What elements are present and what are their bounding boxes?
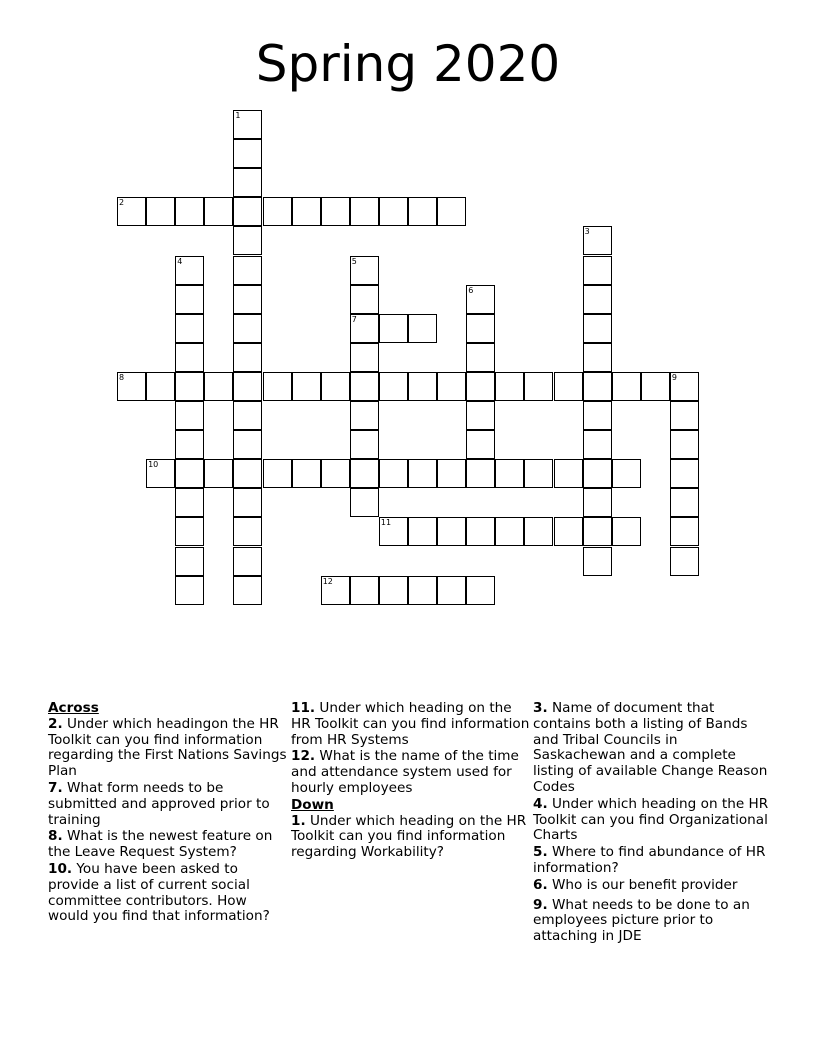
grid-cell[interactable] xyxy=(379,314,408,343)
grid-cell[interactable] xyxy=(466,372,495,401)
cell-number: 12 xyxy=(322,576,333,586)
grid-cell[interactable] xyxy=(612,459,641,488)
grid-cell[interactable] xyxy=(583,314,612,343)
cell-number: 10 xyxy=(148,460,159,470)
grid-cell[interactable] xyxy=(408,576,437,605)
cell-number: 1 xyxy=(235,111,241,120)
grid-cell[interactable] xyxy=(408,314,437,343)
grid-cell[interactable] xyxy=(670,459,699,488)
clue-down-4: 4. Under which heading on the HR Toolkit can you find Organizational Charts xyxy=(533,795,769,844)
grid-cell[interactable] xyxy=(583,547,612,576)
grid-cell[interactable] xyxy=(350,285,379,314)
grid-cell[interactable] xyxy=(554,372,583,401)
grid-cell[interactable] xyxy=(670,517,699,546)
grid-cell[interactable] xyxy=(437,197,466,226)
grid-cell[interactable] xyxy=(466,314,495,343)
grid-cell[interactable] xyxy=(233,314,262,343)
grid-cell[interactable] xyxy=(233,517,262,546)
grid-cell[interactable] xyxy=(146,372,175,401)
cell-number: 4 xyxy=(177,256,183,266)
grid-cell[interactable] xyxy=(350,372,379,401)
grid-cell[interactable] xyxy=(233,256,262,285)
down-heading: Down xyxy=(291,796,334,813)
clue-across-11: 11. Under which heading on the HR Toolkit can you find information from HR Systems xyxy=(291,700,530,748)
grid-cell[interactable] xyxy=(233,197,262,226)
grid-cell[interactable] xyxy=(292,197,321,226)
across-heading: Across xyxy=(48,700,99,716)
clue-across-7: 7. What form needs to be submitted and approved prior to training xyxy=(48,779,270,828)
grid-cell[interactable] xyxy=(175,343,204,372)
grid-cell[interactable] xyxy=(612,517,641,546)
grid-cell[interactable] xyxy=(583,285,612,314)
grid-cell[interactable] xyxy=(466,517,495,546)
page-title: Spring 2020 xyxy=(255,35,561,93)
grid-cell[interactable] xyxy=(670,547,699,576)
grid-cell[interactable] xyxy=(437,372,466,401)
grid-cell[interactable] xyxy=(524,517,553,546)
grid-cell[interactable] xyxy=(583,488,612,517)
grid-cell[interactable] xyxy=(437,517,466,546)
grid-cell[interactable] xyxy=(408,459,437,488)
grid-cell[interactable] xyxy=(583,401,612,430)
grid-cell[interactable] xyxy=(408,517,437,546)
grid-cell[interactable] xyxy=(437,459,466,488)
grid-cell[interactable] xyxy=(175,372,204,401)
clue-down-1: 1. Under which heading on the HR Toolkit can you find information regarding Workability? xyxy=(291,812,527,861)
cell-number: 7 xyxy=(351,314,357,324)
clue-down-9: 9. What needs to be done to an employees picture prior to attaching in JDE xyxy=(533,896,750,945)
grid-cell[interactable] xyxy=(175,576,204,605)
grid-cell[interactable] xyxy=(233,430,262,459)
clues-column-2 xyxy=(291,701,531,862)
grid-cell[interactable] xyxy=(233,139,262,168)
clue-down-3: 3. Name of document that contains both a listing of Bands and Tribal Councils in Saskachewan and a complete listing of available Change Reason Codes xyxy=(533,700,768,795)
grid-cell[interactable] xyxy=(233,459,262,488)
grid-cell[interactable] xyxy=(175,430,204,459)
grid-cell[interactable] xyxy=(408,197,437,226)
grid-cell[interactable] xyxy=(612,372,641,401)
grid-cell[interactable] xyxy=(263,459,292,488)
cell-number: 2 xyxy=(119,198,125,208)
grid-cell[interactable] xyxy=(321,459,350,488)
grid-cell[interactable] xyxy=(350,488,379,517)
grid-cell[interactable] xyxy=(670,401,699,430)
grid-cell[interactable] xyxy=(321,197,350,226)
grid-cell[interactable] xyxy=(583,459,612,488)
clue-across-12: 12. What is the name of the time and attendance system used for hourly employees xyxy=(291,748,519,796)
grid-cell[interactable] xyxy=(379,197,408,226)
grid-cell[interactable] xyxy=(175,401,204,430)
grid-cell[interactable] xyxy=(175,197,204,226)
grid-cell[interactable] xyxy=(233,285,262,314)
grid-cell[interactable] xyxy=(495,459,524,488)
grid-cell[interactable] xyxy=(466,430,495,459)
grid-cell[interactable] xyxy=(204,197,233,226)
cell-number: 6 xyxy=(468,285,474,295)
grid-cell[interactable] xyxy=(233,226,262,255)
grid-cell[interactable] xyxy=(204,459,233,488)
grid-cell[interactable] xyxy=(350,576,379,605)
cell-number: 8 xyxy=(119,372,125,382)
grid-cell[interactable] xyxy=(233,576,262,605)
grid-cell[interactable] xyxy=(583,256,612,285)
cell-number: 9 xyxy=(671,372,677,382)
clue-across-8: 8. What is the newest feature on the Leave Request System? xyxy=(48,828,273,861)
grid-cell[interactable] xyxy=(408,372,437,401)
grid-cell[interactable] xyxy=(379,459,408,488)
grid-cell[interactable] xyxy=(175,547,204,576)
grid-cell[interactable] xyxy=(379,576,408,605)
grid-cell[interactable] xyxy=(583,517,612,546)
clues-column-3 xyxy=(533,701,773,946)
grid-cell[interactable] xyxy=(350,197,379,226)
grid-cell[interactable] xyxy=(524,372,553,401)
grid-cell[interactable] xyxy=(524,459,553,488)
grid-cell[interactable] xyxy=(292,372,321,401)
grid-cell[interactable] xyxy=(670,430,699,459)
grid-cell[interactable] xyxy=(583,343,612,372)
grid-cell[interactable] xyxy=(495,517,524,546)
grid-cell[interactable] xyxy=(321,372,350,401)
grid-cell[interactable] xyxy=(670,488,699,517)
grid-cell[interactable] xyxy=(350,343,379,372)
grid-cell[interactable] xyxy=(175,517,204,546)
grid-cell[interactable] xyxy=(466,459,495,488)
grid-cell[interactable] xyxy=(554,459,583,488)
grid-cell[interactable] xyxy=(233,488,262,517)
grid-cell[interactable] xyxy=(350,430,379,459)
grid-cell[interactable] xyxy=(204,372,233,401)
grid-cell[interactable] xyxy=(466,401,495,430)
grid-cell[interactable] xyxy=(583,372,612,401)
grid-cell[interactable] xyxy=(554,517,583,546)
grid-cell[interactable] xyxy=(175,488,204,517)
grid-cell[interactable] xyxy=(350,459,379,488)
cell-number: 5 xyxy=(351,256,357,266)
grid-cell[interactable] xyxy=(175,285,204,314)
grid-cell[interactable] xyxy=(233,401,262,430)
grid-cell[interactable] xyxy=(233,168,262,197)
grid-cell[interactable] xyxy=(495,372,524,401)
grid-cell[interactable] xyxy=(175,314,204,343)
clue-down-5: 5. Where to find abundance of HR information? xyxy=(533,844,766,876)
grid-cell[interactable] xyxy=(350,401,379,430)
clue-across-2: 2. Under which headingon the HR Toolkit can you find information regarding the First Nations Savings Plan xyxy=(48,715,287,780)
grid-cell[interactable] xyxy=(379,372,408,401)
grid-cell[interactable] xyxy=(233,547,262,576)
grid-cell[interactable] xyxy=(466,576,495,605)
grid-cell[interactable] xyxy=(146,197,175,226)
clues-column-1 xyxy=(48,701,288,926)
grid-cell[interactable] xyxy=(263,197,292,226)
grid-cell[interactable] xyxy=(233,343,262,372)
grid-cell[interactable] xyxy=(292,459,321,488)
grid-cell[interactable] xyxy=(437,576,466,605)
clue-across-10: 10. You have been asked to provide a list of current social committee contributors. How would you find that information? xyxy=(48,860,270,925)
grid-cell[interactable] xyxy=(263,372,292,401)
grid-cell[interactable] xyxy=(233,372,262,401)
grid-cell[interactable] xyxy=(466,343,495,372)
grid-cell[interactable] xyxy=(641,372,670,401)
clue-down-6: 6. Who is our benefit provider xyxy=(533,876,738,893)
grid-cell[interactable] xyxy=(583,430,612,459)
cell-number: 3 xyxy=(584,227,590,237)
grid-cell[interactable] xyxy=(175,459,204,488)
cell-number: 11 xyxy=(380,518,392,528)
